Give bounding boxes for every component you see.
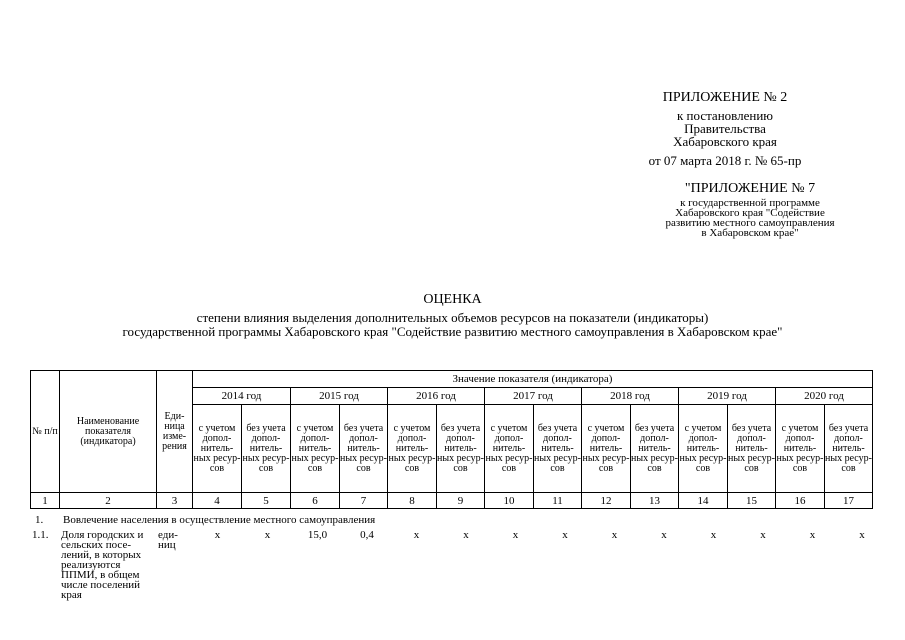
document-title xyxy=(30,292,875,339)
year-header: 2019 год xyxy=(679,388,776,405)
year-header: 2020 год xyxy=(776,388,873,405)
without-resources-header: без учета допол-нитель-ных ресур-сов xyxy=(437,405,485,493)
year-header: 2018 год xyxy=(582,388,679,405)
without-resources-header: без учета допол-нитель-ных ресур-сов xyxy=(631,405,679,493)
row-value: x xyxy=(214,529,221,541)
row-value: x xyxy=(463,529,469,541)
row-value: x xyxy=(760,529,766,541)
appendix-header xyxy=(640,90,810,167)
column-number: 12 xyxy=(582,493,631,509)
without-resources-header: без учета допол-нитель-ных ресур-сов xyxy=(242,405,291,493)
column-number: 14 xyxy=(679,493,728,509)
appendix7-title: "ПРИЛОЖЕНИЕ № 7 xyxy=(684,181,816,196)
appendix7-line: в Хабаровском крае" xyxy=(701,227,799,239)
appendix7-line: Хабаровского края "Содействие xyxy=(675,207,825,219)
with-resources-header: с учетом допол-нитель-ных ресур-сов xyxy=(291,405,340,493)
appendix-line: Хабаровского края xyxy=(673,134,777,149)
column-number: 6 xyxy=(291,493,340,509)
row-name: Доля городских и сельских посе-лений, в которых реализуются ППМИ, в общем числе поселений края xyxy=(61,529,144,601)
appendix-line: к постановлению xyxy=(676,108,774,123)
column-number: 11 xyxy=(534,493,582,509)
table-row xyxy=(0,530,905,610)
with-resources-header: с учетом допол-нитель-ных ресур-сов xyxy=(582,405,631,493)
row-unit: еди-ниц xyxy=(158,529,178,551)
column-number: 15 xyxy=(728,493,776,509)
year-header: 2017 год xyxy=(485,388,582,405)
appendix-date: от 07 марта 2018 г. № 65-пр xyxy=(648,153,802,168)
section-heading xyxy=(35,514,375,526)
row-value: 15,0 xyxy=(307,529,328,541)
column-number: 7 xyxy=(340,493,388,509)
row-number: 1.1. xyxy=(32,529,49,541)
column-number: 5 xyxy=(242,493,291,509)
with-resources-header: с учетом допол-нитель-ных ресур-сов xyxy=(193,405,242,493)
appendix7-header xyxy=(640,181,860,238)
indicator-table xyxy=(30,370,873,509)
header-value: Значение показателя (индикатора) xyxy=(193,371,873,388)
column-number-row xyxy=(31,493,873,509)
row-value: x xyxy=(264,529,271,541)
header-name: Наименование показателя (индикатора) xyxy=(60,371,157,493)
without-resources-header: без учета допол-нитель-ных ресур-сов xyxy=(728,405,776,493)
column-number: 4 xyxy=(193,493,242,509)
row-value: x xyxy=(710,529,717,541)
with-resources-header: с учетом допол-нитель-ных ресур-сов xyxy=(679,405,728,493)
title-line: степени влияния выделения дополнительных объемов ресурсов на показатели (индикаторы) xyxy=(196,310,709,325)
column-number: 10 xyxy=(485,493,534,509)
row-value: 0,4 xyxy=(360,529,374,541)
with-resources-header: с учетом допол-нитель-ных ресур-сов xyxy=(388,405,437,493)
row-value: x xyxy=(661,529,667,541)
row-value: x xyxy=(562,529,568,541)
section-number: 1. xyxy=(35,514,44,526)
row-value: x xyxy=(809,529,816,541)
column-number: 3 xyxy=(157,493,193,509)
appendix-line: Правительства xyxy=(684,121,766,136)
column-number: 17 xyxy=(825,493,873,509)
row-value: x xyxy=(413,529,420,541)
column-number: 2 xyxy=(60,493,157,509)
column-number: 9 xyxy=(437,493,485,509)
without-resources-header: без учета допол-нитель-ных ресур-сов xyxy=(534,405,582,493)
row-value: x xyxy=(512,529,519,541)
without-resources-header: без учета допол-нитель-ных ресур-сов xyxy=(340,405,388,493)
year-header: 2015 год xyxy=(291,388,388,405)
appendix7-line: развитию местного самоуправления xyxy=(665,217,835,229)
appendix-title: ПРИЛОЖЕНИЕ № 2 xyxy=(662,90,788,105)
title-heading: ОЦЕНКА xyxy=(423,292,482,307)
title-line: государственной программы Хабаровского края "Содействие развитию местного самоуправления в Хабаровском крае" xyxy=(122,324,783,339)
column-number: 16 xyxy=(776,493,825,509)
with-resources-header: с учетом допол-нитель-ных ресур-сов xyxy=(485,405,534,493)
column-number: 1 xyxy=(31,493,60,509)
year-header: 2014 год xyxy=(193,388,291,405)
row-value: x xyxy=(859,529,865,541)
header-number: № п/п xyxy=(31,371,60,493)
with-resources-header: с учетом допол-нитель-ных ресур-сов xyxy=(776,405,825,493)
without-resources-header: без учета допол-нитель-ных ресур-сов xyxy=(825,405,873,493)
year-header: 2016 год xyxy=(388,388,485,405)
appendix7-line: к государственной программе xyxy=(680,197,820,209)
header-unit: Еди-ница изме-рения xyxy=(157,371,193,493)
column-number: 8 xyxy=(388,493,437,509)
column-number: 13 xyxy=(631,493,679,509)
row-value: x xyxy=(611,529,618,541)
section-title: Вовлечение населения в осуществление местного самоуправления xyxy=(63,514,376,526)
